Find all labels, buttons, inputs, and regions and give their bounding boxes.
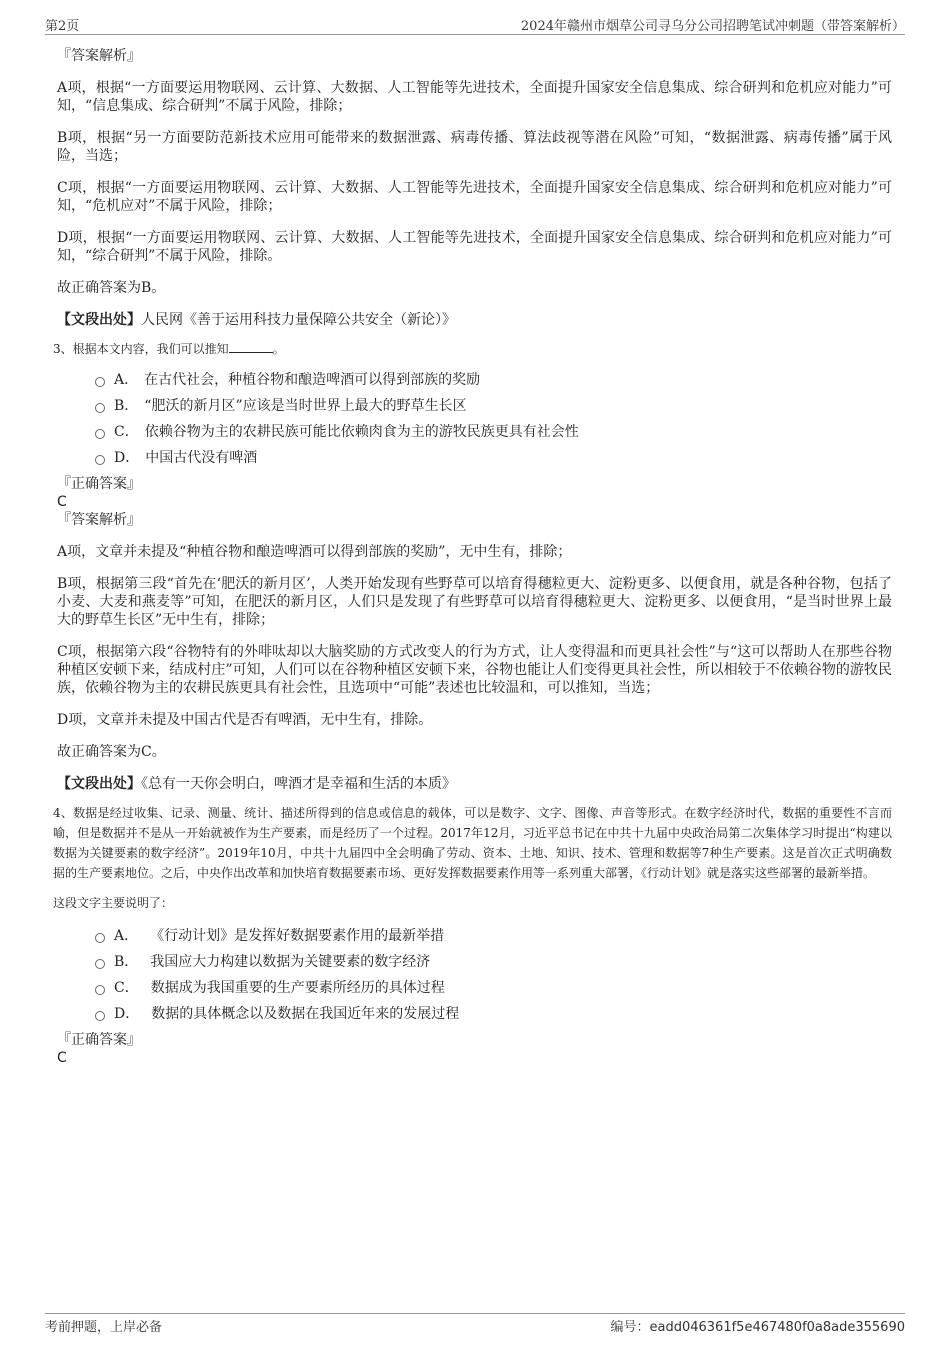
q4-question: 这段文字主要说明了：: [53, 896, 174, 910]
q2-source-label: 【文段出处】: [57, 312, 141, 328]
q2-source: [57, 311, 892, 329]
q4-option-d[interactable]: [95, 1001, 892, 1027]
option-text: 中国古代没有啤酒: [145, 450, 258, 466]
option-text: 依赖谷物为主的农耕民族可能比依赖肉食为主的游牧民族更具有社会性: [144, 424, 579, 440]
q2-analysis-label: 『答案解析』: [57, 48, 141, 64]
q3-option-b[interactable]: [95, 393, 892, 419]
option-key: C．: [114, 980, 139, 996]
q3-analysis-a: A项，文章并未提及“种植谷物和酿造啤酒可以得到部族的奖励”，无中生有，排除；: [57, 544, 572, 560]
q4-option-b[interactable]: [95, 949, 892, 975]
radio-icon[interactable]: [95, 1011, 105, 1021]
option-text: “肥沃的新月区”应该是当时世界上最大的野草生长区: [144, 398, 467, 414]
document-body: [53, 47, 892, 1067]
option-key: D．: [114, 1006, 140, 1022]
radio-icon[interactable]: [95, 933, 105, 943]
option-key: D．: [114, 450, 140, 466]
radio-icon[interactable]: [95, 959, 105, 969]
option-key: A．: [114, 928, 139, 944]
option-text: 我国应大力构建以数据为关键要素的数字经济: [150, 954, 431, 970]
q2-conclusion: 故正确答案为B。: [57, 280, 166, 296]
q2-analysis-d: D项，根据“一方面要运用物联网、云计算、大数据、人工智能等先进技术，全面提升国家安全信息集成、综合研判和危机应对能力”可知，“综合研判”不属于风险，排除。: [57, 230, 892, 264]
document-code-label: 编号：: [610, 1320, 650, 1335]
q3-analysis-b: B项，根据第三段“首先在‘肥沃的新月区’，人类开始发现有些野草可以培育得穗粒更大、淀粉更多、以便食用，就是各种谷物，包括了小麦、大麦和燕麦等”可知，在肥沃的新月区，人们只是发现了有些野草可以培育得穗粒更大、淀粉更多、以便食用，“是当时世界上最大的野草生长区”无中生有，排除；: [57, 576, 892, 628]
radio-icon[interactable]: [95, 403, 105, 413]
radio-icon[interactable]: [95, 429, 105, 439]
radio-icon[interactable]: [95, 985, 105, 995]
radio-icon[interactable]: [95, 455, 105, 465]
q2-source-text: 人民网《善于运用科技力量保障公共安全（新论）》: [141, 312, 456, 328]
q2-analysis-a: A项，根据“一方面要运用物联网、云计算、大数据、人工智能等先进技术，全面提升国家安全信息集成、综合研判和危机应对能力”可知，“信息集成、综合研判”不属于风险，排除；: [57, 80, 892, 114]
q4-options: [95, 923, 892, 1027]
q4-option-a[interactable]: [95, 923, 892, 949]
q3-options: [95, 367, 892, 471]
q2-analysis-c: C项，根据“一方面要运用物联网、云计算、大数据、人工智能等先进技术，全面提升国家安全信息集成、综合研判和危机应对能力”可知，“危机应对”不属于风险，排除；: [57, 180, 892, 214]
footer-slogan: 考前押题，上岸必备: [45, 1320, 163, 1335]
q2-analysis-b: B项，根据“另一方面要防范新技术应用可能带来的数据泄露、病毒传播、算法歧视等潜在风险”可知，“数据泄露、病毒传播”属于风险，当选；: [57, 130, 892, 164]
q4-answer-label: 『正确答案』: [57, 1032, 141, 1048]
document-code-value: eadd046361f5e467480f0a8ade355690: [649, 1320, 905, 1335]
q3-source-text: 《总有一天你会明白，啤酒才是幸福和生活的本质》: [141, 776, 456, 792]
page-header: [45, 12, 905, 35]
q4-passage: 4、数据是经过收集、记录、测量、统计、描述所得到的信息或信息的载体，可以是数字、文字、图像、声音等形式。在数字经济时代，数据的重要性不言而喻，但是数据并不是从一开始就被作为生产要素，而是经历了一个过程。2017年12月，习近平总书记在中共十九届中央政治局第二次集体学习时提出“构建以数据为关键要素的数字经济”。2019年10月，中共十九届四中全会明确了劳动、资本、土地、知识、技术、管理和数据等7种生产要素。这是首次正式明确数据的生产要素地位。之后，中央作出改革和加快培育数据要素市场、更好发挥数据要素作用等一系列重大部署，《行动计划》就是落实这些部署的最新举措。: [53, 806, 892, 880]
option-text: 在古代社会，种植谷物和酿造啤酒可以得到部族的奖励: [144, 372, 481, 388]
q3-option-a[interactable]: [95, 367, 892, 393]
option-key: C．: [114, 424, 139, 440]
q3-answer: C: [57, 494, 67, 510]
q3-option-c[interactable]: [95, 419, 892, 445]
q3-source-label: 【文段出处】: [57, 776, 141, 792]
q3-answer-label: 『正确答案』: [57, 476, 141, 492]
option-key: B．: [114, 954, 139, 970]
q4-answer: C: [57, 1050, 67, 1066]
q3-analysis-label: 『答案解析』: [57, 512, 141, 528]
option-text: 数据成为我国重要的生产要素所经历的具体过程: [150, 980, 445, 996]
q3-stem: [53, 339, 892, 359]
q3-stem-prefix: 3、根据本文内容，我们可以推知: [53, 342, 229, 356]
option-key: B．: [114, 398, 139, 414]
q3-source: [57, 775, 892, 793]
document-title: 2024年赣州市烟草公司寻乌分公司招聘笔试冲刺题（带答案解析）: [520, 19, 905, 34]
page-footer: [45, 1313, 905, 1336]
page-number: 第2页: [45, 19, 80, 34]
radio-icon[interactable]: [95, 377, 105, 387]
option-text: 数据的具体概念以及数据在我国近年来的发展过程: [151, 1006, 460, 1022]
q3-stem-suffix: 。: [272, 342, 285, 356]
document-code: [610, 1316, 905, 1335]
q3-option-d[interactable]: [95, 445, 892, 471]
q3-analysis-d: D项，文章并未提及中国古代是否有啤酒，无中生有，排除。: [57, 712, 433, 728]
q3-analysis-c: C项，根据第六段“谷物特有的外啡呔却以大脑奖励的方式改变人的行为方式，让人变得温和而更具社会性”与“这可以帮助人在那些谷物种植区安顿下来，结成村庄”可知，人们可以在谷物种植区安顿下来，谷物也能让人们变得更具社会性，所以相较于不依赖谷物的游牧民族，依赖谷物为主的农耕民族更具有社会性，且选项中“可能”表述也比较温和，可以推知，当选；: [57, 644, 892, 696]
option-text: 《行动计划》是发挥好数据要素作用的最新举措: [150, 928, 445, 944]
option-key: A．: [114, 372, 139, 388]
answer-blank: [229, 340, 273, 353]
q3-conclusion: 故正确答案为C。: [57, 744, 166, 760]
q4-option-c[interactable]: [95, 975, 892, 1001]
